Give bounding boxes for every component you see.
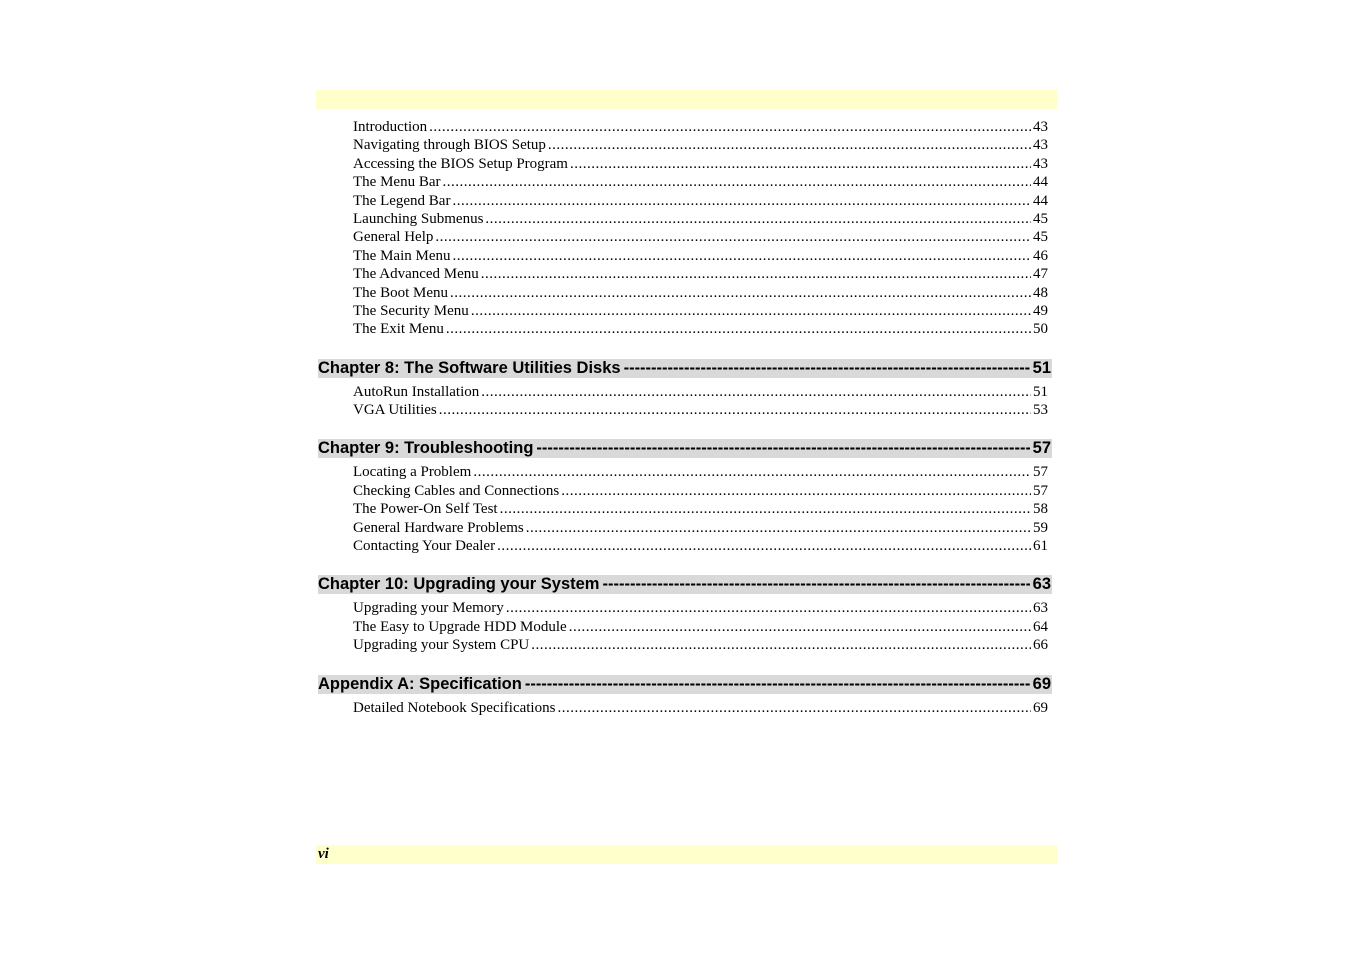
entry-title: Checking Cables and Connections bbox=[353, 482, 560, 499]
toc-entry[interactable] bbox=[353, 118, 1048, 136]
toc-entry[interactable] bbox=[353, 383, 1048, 401]
toc-entry[interactable] bbox=[353, 636, 1048, 654]
dot-leader bbox=[485, 210, 1031, 228]
entry-title: The Easy to Upgrade HDD Module bbox=[353, 618, 567, 635]
dot-leader bbox=[452, 247, 1031, 265]
entry-page: 64 bbox=[1033, 618, 1048, 635]
entry-page: 49 bbox=[1033, 302, 1048, 319]
entry-title: The Power-On Self Test bbox=[353, 501, 498, 518]
dash-leader bbox=[624, 359, 1030, 378]
footer-band bbox=[316, 845, 1057, 864]
dot-leader bbox=[481, 265, 1031, 283]
header-band bbox=[316, 90, 1057, 109]
toc-chapter-heading[interactable] bbox=[318, 359, 1052, 378]
entry-title: Locating a Problem bbox=[353, 464, 472, 481]
chapter-page: 69 bbox=[1032, 674, 1051, 693]
table-of-contents bbox=[318, 118, 1052, 717]
toc-entry[interactable] bbox=[353, 401, 1048, 419]
toc-entry[interactable] bbox=[353, 210, 1048, 228]
toc-entry[interactable] bbox=[353, 265, 1048, 283]
entry-title: General Help bbox=[353, 229, 434, 246]
chapter-page: 63 bbox=[1032, 575, 1051, 594]
toc-chapter-heading[interactable] bbox=[318, 575, 1052, 594]
dot-leader bbox=[446, 320, 1031, 338]
entry-page: 44 bbox=[1033, 192, 1048, 209]
toc-entry[interactable] bbox=[353, 482, 1048, 500]
entry-title: Navigating through BIOS Setup bbox=[353, 137, 546, 154]
toc-entry[interactable] bbox=[353, 463, 1048, 481]
toc-entry[interactable] bbox=[353, 284, 1048, 302]
toc-entry[interactable] bbox=[353, 537, 1048, 555]
entry-page: 46 bbox=[1033, 247, 1048, 264]
toc-entry[interactable] bbox=[353, 155, 1048, 173]
chapter-title: Chapter 9: Troubleshooting bbox=[318, 439, 534, 458]
entry-page: 61 bbox=[1033, 538, 1048, 555]
dot-leader bbox=[429, 118, 1031, 136]
entry-title: Contacting Your Dealer bbox=[353, 538, 496, 555]
entry-page: 43 bbox=[1033, 137, 1048, 154]
toc-chapter-heading[interactable] bbox=[318, 675, 1052, 694]
entry-title: Detailed Notebook Specifications bbox=[353, 699, 556, 716]
entry-title: The Main Menu bbox=[353, 247, 451, 264]
toc-entry[interactable] bbox=[353, 618, 1048, 636]
dot-leader bbox=[439, 401, 1031, 419]
entry-title: The Menu Bar bbox=[353, 174, 441, 191]
entry-title: VGA Utilities bbox=[353, 402, 437, 419]
entry-page: 48 bbox=[1033, 284, 1048, 301]
entry-page: 63 bbox=[1033, 600, 1048, 617]
dash-leader bbox=[525, 675, 1030, 694]
toc-entry[interactable] bbox=[353, 519, 1048, 537]
toc-entry[interactable] bbox=[353, 320, 1048, 338]
entry-title: Upgrading your System CPU bbox=[353, 637, 530, 654]
entry-page: 51 bbox=[1033, 383, 1048, 400]
dot-leader bbox=[500, 500, 1031, 518]
dot-leader bbox=[481, 383, 1031, 401]
chapter-page: 57 bbox=[1032, 439, 1051, 458]
entry-page: 50 bbox=[1033, 321, 1048, 338]
dash-leader bbox=[536, 439, 1029, 458]
dot-leader bbox=[471, 302, 1031, 320]
entry-page: 45 bbox=[1033, 210, 1048, 227]
entry-page: 43 bbox=[1033, 155, 1048, 172]
entry-page: 47 bbox=[1033, 266, 1048, 283]
chapter-title: Chapter 8: The Software Utilities Disks bbox=[318, 358, 621, 377]
entry-title: Accessing the BIOS Setup Program bbox=[353, 155, 568, 172]
dot-leader bbox=[506, 599, 1031, 617]
entry-title: Launching Submenus bbox=[353, 210, 484, 227]
dot-leader bbox=[526, 519, 1031, 537]
dot-leader bbox=[452, 192, 1031, 210]
entry-title: The Boot Menu bbox=[353, 284, 448, 301]
entry-page: 58 bbox=[1033, 501, 1048, 518]
dot-leader bbox=[561, 482, 1031, 500]
entry-page: 44 bbox=[1033, 174, 1048, 191]
dot-leader bbox=[557, 699, 1031, 717]
dot-leader bbox=[442, 173, 1031, 191]
dot-leader bbox=[473, 463, 1031, 481]
entry-page: 59 bbox=[1033, 519, 1048, 536]
entry-title: The Exit Menu bbox=[353, 321, 444, 338]
toc-entry[interactable] bbox=[353, 500, 1048, 518]
entry-title: Upgrading your Memory bbox=[353, 600, 504, 617]
entry-title: The Advanced Menu bbox=[353, 266, 479, 283]
toc-entry[interactable] bbox=[353, 228, 1048, 246]
entry-title: The Security Menu bbox=[353, 302, 469, 319]
toc-entry[interactable] bbox=[353, 302, 1048, 320]
chapter-title: Chapter 10: Upgrading your System bbox=[318, 575, 600, 594]
toc-entry[interactable] bbox=[353, 173, 1048, 191]
entry-page: 69 bbox=[1033, 699, 1048, 716]
entry-page: 66 bbox=[1033, 637, 1048, 654]
dot-leader bbox=[570, 155, 1031, 173]
entry-title: AutoRun Installation bbox=[353, 383, 480, 400]
toc-entry[interactable] bbox=[353, 136, 1048, 154]
entry-page: 45 bbox=[1033, 229, 1048, 246]
entry-page: 53 bbox=[1033, 402, 1048, 419]
entry-title: General Hardware Problems bbox=[353, 519, 524, 536]
toc-entry[interactable] bbox=[353, 247, 1048, 265]
toc-entry[interactable] bbox=[353, 192, 1048, 210]
dot-leader bbox=[435, 228, 1031, 246]
entry-page: 43 bbox=[1033, 119, 1048, 135]
dot-leader bbox=[497, 537, 1031, 555]
entry-page: 57 bbox=[1033, 482, 1048, 499]
dot-leader bbox=[569, 618, 1031, 636]
entry-title: The Legend Bar bbox=[353, 192, 451, 209]
dot-leader bbox=[450, 284, 1031, 302]
dot-leader bbox=[548, 136, 1031, 154]
toc-chapter-heading[interactable] bbox=[318, 439, 1052, 458]
chapter-title: Appendix A: Specification bbox=[318, 674, 522, 693]
toc-entry[interactable] bbox=[353, 699, 1048, 717]
page-number: vi bbox=[318, 846, 329, 862]
entry-title: Introduction bbox=[353, 119, 428, 135]
entry-page: 57 bbox=[1033, 464, 1048, 481]
toc-entry[interactable] bbox=[353, 599, 1048, 617]
dot-leader bbox=[531, 636, 1031, 654]
dash-leader bbox=[602, 575, 1029, 594]
chapter-page: 51 bbox=[1032, 358, 1051, 377]
